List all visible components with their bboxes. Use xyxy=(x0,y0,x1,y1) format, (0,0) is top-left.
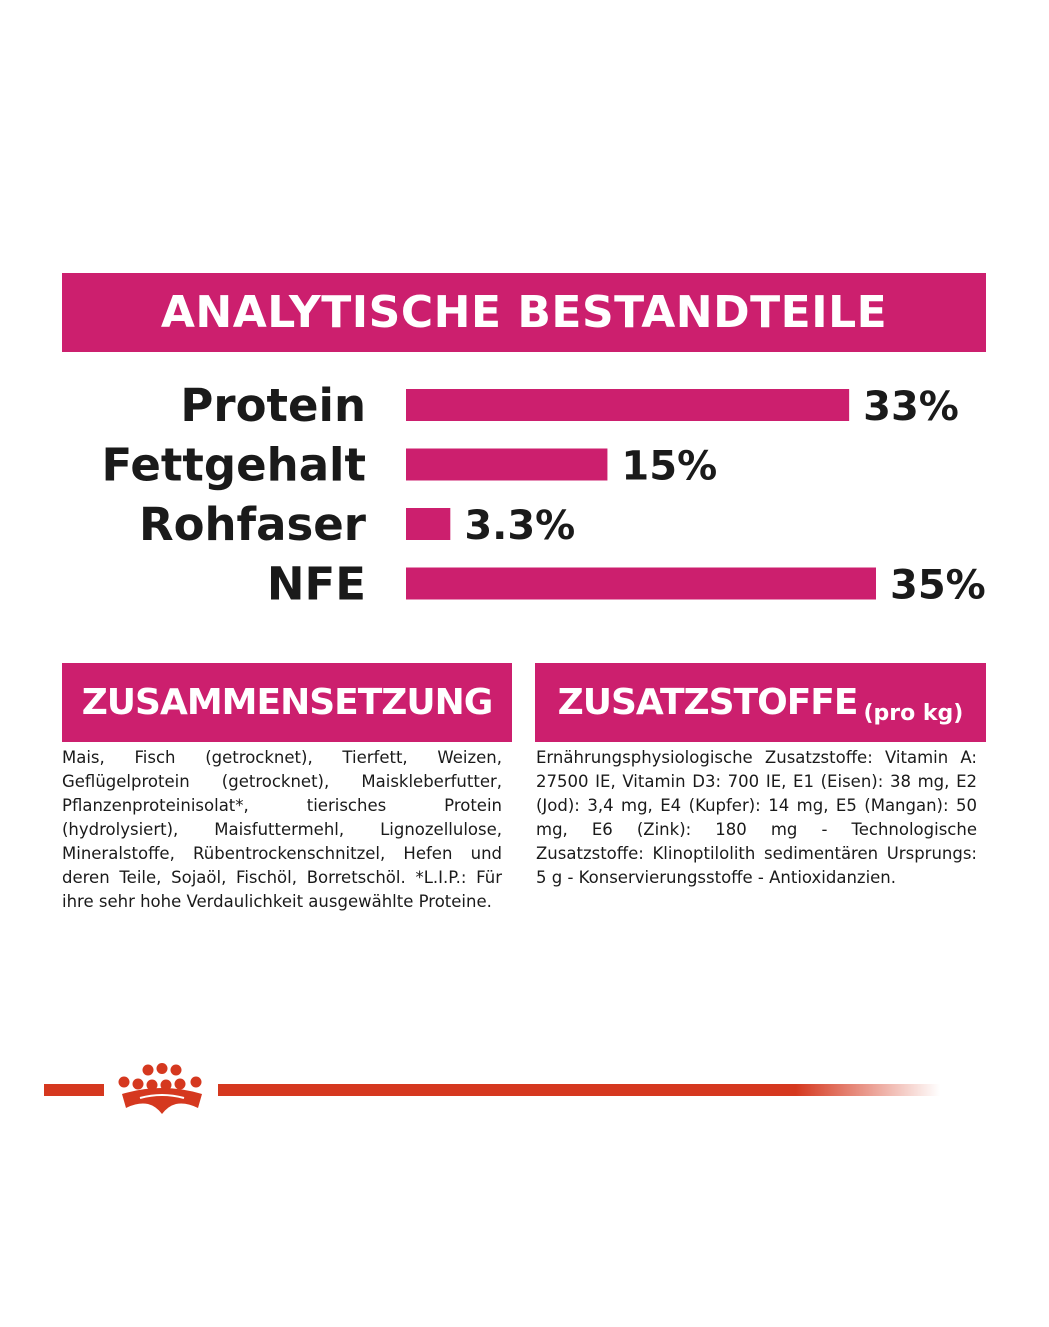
bar-rohfaser xyxy=(406,508,450,540)
additives-banner xyxy=(535,663,986,742)
additives-text: Ernährungsphysiologische Zusatzstoffe: Vitamin A: 27500 IE, Vitamin D3: 700 IE, E1 (Eisen): 38 mg, E2 (Jod): 3,4 mg, E4 (Kupfer): 14 mg, E5 (Mangan): 50 mg, E6 (Zink): 180 mg - Technologische Zusatzstoffe: Klinoptilolith sedimentären Ursprungs: 5 g - Konservierungsstoffe - Antioxidanzien. xyxy=(536,748,977,887)
footer-line-left xyxy=(44,1084,104,1096)
footer-line-right xyxy=(218,1084,940,1096)
analysis-title-banner xyxy=(62,273,986,352)
additives-unit: (pro kg) xyxy=(863,701,964,726)
composition-banner xyxy=(62,663,512,742)
category-label-fettgehalt: Fettgehalt xyxy=(101,438,366,492)
analysis-bar-chart xyxy=(0,370,1049,620)
category-label-protein: Protein xyxy=(180,379,366,432)
bar-fettgehalt xyxy=(406,449,607,481)
crown-icon xyxy=(110,1062,210,1118)
analysis-title: ANALYTISCHE BESTANDTEILE xyxy=(160,287,888,338)
category-label-rohfaser: Rohfaser xyxy=(138,498,366,551)
composition-title: ZUSAMMENSETZUNG xyxy=(81,682,493,723)
value-label-rohfaser: 3.3% xyxy=(464,503,576,549)
bar-nfe xyxy=(406,568,876,600)
additives-title: ZUSATZSTOFFE xyxy=(557,682,858,723)
value-label-fettgehalt: 15% xyxy=(621,443,718,490)
composition-text: Mais, Fisch (getrocknet), Tierfett, Weizen, Geflügelprotein (getrocknet), Maiskleberfutter, Pflanzenproteinisolat*, tierisches Protein (hydrolysiert), Maisfuttermehl, Lignozellulose, Mineralstoffe, Rübentrockenschnitzel, Hefen und deren Teile, Sojaöl, Fischöl, Borretschöl. *L.I.P.: Für ihre sehr hohe Verdaulichkeit ausgewählte Proteine. xyxy=(62,748,502,911)
category-label-nfe: NFE xyxy=(266,557,366,611)
value-label-nfe: 35% xyxy=(890,562,986,609)
value-label-protein: 33% xyxy=(863,384,959,430)
bar-protein xyxy=(406,389,849,421)
